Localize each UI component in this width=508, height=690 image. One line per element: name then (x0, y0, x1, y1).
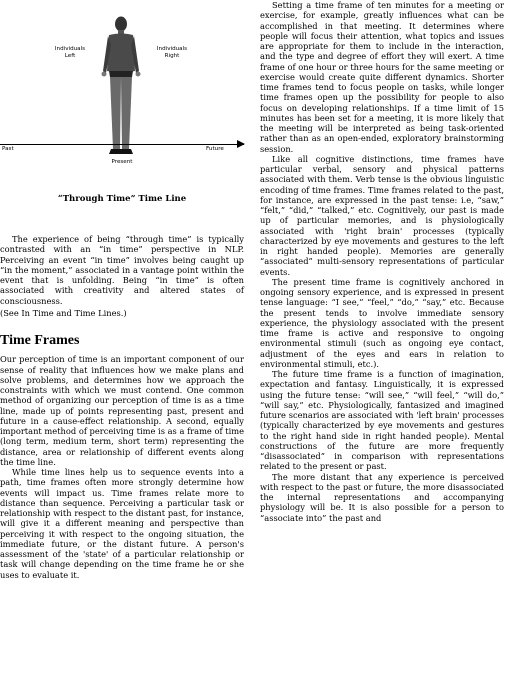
label-future: Future (206, 146, 224, 152)
right-column (260, 0, 504, 523)
distance-paragraph: The more distant that any experience is perceived with respect to the past or future, the more disassociated the internal representations and accompanying physiology will be. It is also possible for a person to “associate into” the past and (260, 471, 504, 523)
time-line-axis (0, 144, 244, 145)
present-time-frame-paragraph: The present time frame is cognitively anchored in ongoing sensory experience, and is expressed in present tense language: “I see,” “feel,” “do,” “say,” etc. Because the present tends to involve immediate sensory experience, the physiology associated with the present time frame is active and responsive to ongoing environmental stimuli (such as ongoing eye contact, adjustment of the eyes and ears in relation to environmental stimuli, etc.). (260, 276, 504, 369)
time-frames-paragraph-1: Our perception of time is an important component of our sense of reality that influences how we make plans and solve problems, and determines how we approach the constraints with which we must contend. One common method of organizing our perception of time is as a time line, made up of points representing past, present and future in a cause-effect relationship. A second, equally important method of perceiving time is as a frame of time (long term, medium term, short term) representing the distance, area or relationship of different events along the time line. (0, 354, 244, 467)
label-individuals-right: Individuals Right (156, 46, 188, 59)
time-line-arrowhead (237, 140, 245, 148)
future-time-frame-paragraph: The future time frame is a function of imagination, expectation and fantasy. Linguistically, it is expressed using the future tense: “will see,” “will feel,” “will do,” “will say,” etc. Physiologically, fantasized and imagined future scenarios are associated with 'left brain' processes (typically characterized by eye movements and gestures to the right hand side in right handed people). Mental constructions of the future are more frequently “disassociated” in comparison with representations related to the present or past. (260, 369, 504, 472)
through-time-figure (0, 0, 244, 202)
figure-caption: “Through Time” Time Line (57, 194, 187, 204)
section-heading: Time Frames (0, 333, 80, 348)
left-column (0, 0, 244, 580)
time-frames-paragraph-2: While time lines help us to sequence events into a path, time frames often more strongly determine how events will impact us. Time frames relate more to distance than sequence. Perceiving a particular task or relationship with respect to the distant past, for instance, will give it a different meaning and perspective than perceiving it with respect to the ongoing situation, the immediate future, or the distant future. A person's assessment of the 'state' of a particular relationship or task will change depending on the time frame he or she uses to evaluate it. (0, 467, 244, 580)
person-figure (98, 15, 144, 165)
see-also-note: (See In Time and Time Lines.) (0, 307, 127, 318)
label-past: Past (2, 146, 14, 152)
time-limit-paragraph: Setting a time frame of ten minutes for a meeting or exercise, for example, greatly influences what can be accomplished in that meeting. It determines where people will focus their attention, what topics and issues are appropriate for them to include in the interaction, and the type and degree of effort they will exert. A time frame of one hour or three hours for the same meeting or exercise would create quite different dynamics. Shorter time frames tend to focus people on tasks, while longer time frames open up the possibility for people to also focus on developing relationships. If a time limit of 15 minutes has been set for a meeting, it is more likely that the meeting will be interpreted as being task-oriented rather than as an open-ended, exploratory brainstorming session. (260, 0, 504, 154)
in-time-paragraph: The experience of being “through time” is typically contrasted with an “in time” perspective in NLP. Perceiving an event “in time” involves being caught up “in the moment,” associated in a vantage point within the event that is unfolding. Being “in time” is often associated with creativity and altered states of consciousness. (0, 234, 244, 306)
label-present: Present (111, 159, 133, 165)
past-time-frame-paragraph: Like all cognitive distinctions, time frames have particular verbal, sensory and physical patterns associated with them. Verb tense is the obvious linguistic encoding of time frames. Time frames related to the past, for instance, are expressed in the past tense: i.e, “saw,” “felt,” “did,” “talked,” etc. Cognitively, our past is made up of particular memories, and is physiologically associated with 'right brain' processes (typically characterized by eye movements and gestures to the left in right handed people). Memories are generally “associated” multi-sensory representations of particular events. (260, 153, 504, 277)
label-individuals-left: Individuals Left (54, 46, 86, 59)
